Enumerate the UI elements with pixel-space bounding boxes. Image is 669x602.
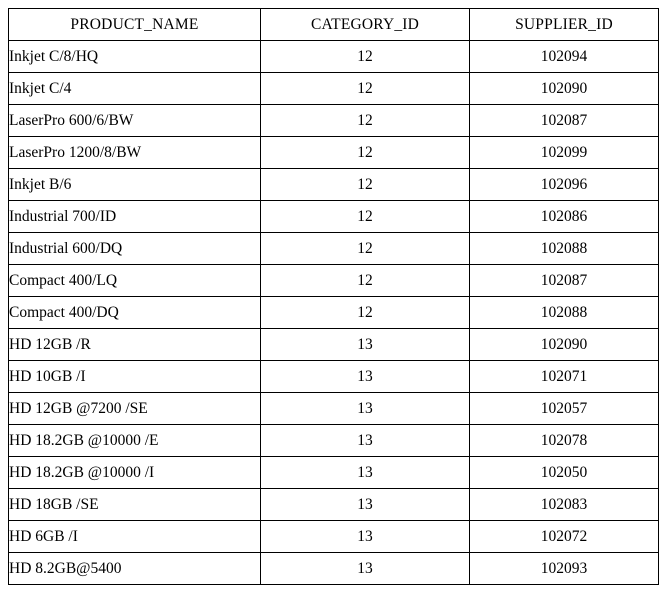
table-container bbox=[8, 8, 658, 585]
cell-supplier-id: 102078 bbox=[470, 425, 659, 457]
cell-category-id: 12 bbox=[261, 201, 470, 233]
cell-product-name: HD 12GB @7200 /SE bbox=[9, 393, 261, 425]
table-row bbox=[9, 41, 659, 73]
product-table bbox=[8, 8, 659, 585]
table-row bbox=[9, 201, 659, 233]
cell-product-name: Compact 400/LQ bbox=[9, 265, 261, 297]
cell-category-id: 13 bbox=[261, 489, 470, 521]
table-row bbox=[9, 553, 659, 585]
table-row bbox=[9, 457, 659, 489]
table-row bbox=[9, 521, 659, 553]
cell-category-id: 12 bbox=[261, 169, 470, 201]
table-row bbox=[9, 233, 659, 265]
cell-product-name: LaserPro 1200/8/BW bbox=[9, 137, 261, 169]
cell-product-name: HD 10GB /I bbox=[9, 361, 261, 393]
table-row bbox=[9, 425, 659, 457]
cell-category-id: 13 bbox=[261, 425, 470, 457]
table-row bbox=[9, 137, 659, 169]
table-header-row bbox=[9, 9, 659, 41]
table-row bbox=[9, 73, 659, 105]
cell-category-id: 12 bbox=[261, 105, 470, 137]
cell-supplier-id: 102083 bbox=[470, 489, 659, 521]
cell-product-name: HD 8.2GB@5400 bbox=[9, 553, 261, 585]
cell-category-id: 13 bbox=[261, 361, 470, 393]
column-header-product-name: PRODUCT_NAME bbox=[9, 9, 261, 41]
cell-category-id: 12 bbox=[261, 137, 470, 169]
cell-supplier-id: 102088 bbox=[470, 233, 659, 265]
table-row bbox=[9, 297, 659, 329]
table-row bbox=[9, 393, 659, 425]
cell-supplier-id: 102096 bbox=[470, 169, 659, 201]
cell-category-id: 12 bbox=[261, 265, 470, 297]
table-row bbox=[9, 169, 659, 201]
cell-category-id: 13 bbox=[261, 329, 470, 361]
cell-supplier-id: 102087 bbox=[470, 105, 659, 137]
cell-supplier-id: 102094 bbox=[470, 41, 659, 73]
cell-category-id: 13 bbox=[261, 553, 470, 585]
column-header-category-id: CATEGORY_ID bbox=[261, 9, 470, 41]
cell-category-id: 12 bbox=[261, 297, 470, 329]
table-row bbox=[9, 265, 659, 297]
cell-product-name: HD 18.2GB @10000 /E bbox=[9, 425, 261, 457]
cell-supplier-id: 102057 bbox=[470, 393, 659, 425]
cell-product-name: Inkjet C/8/HQ bbox=[9, 41, 261, 73]
table-row bbox=[9, 489, 659, 521]
cell-supplier-id: 102090 bbox=[470, 329, 659, 361]
cell-product-name: Industrial 700/ID bbox=[9, 201, 261, 233]
cell-category-id: 13 bbox=[261, 521, 470, 553]
cell-product-name: HD 18.2GB @10000 /I bbox=[9, 457, 261, 489]
cell-supplier-id: 102071 bbox=[470, 361, 659, 393]
cell-supplier-id: 102086 bbox=[470, 201, 659, 233]
cell-category-id: 12 bbox=[261, 233, 470, 265]
table-body bbox=[9, 41, 659, 585]
cell-product-name: Inkjet C/4 bbox=[9, 73, 261, 105]
column-header-supplier-id: SUPPLIER_ID bbox=[470, 9, 659, 41]
cell-supplier-id: 102050 bbox=[470, 457, 659, 489]
table-row bbox=[9, 105, 659, 137]
cell-category-id: 13 bbox=[261, 457, 470, 489]
cell-category-id: 13 bbox=[261, 393, 470, 425]
cell-category-id: 12 bbox=[261, 73, 470, 105]
cell-supplier-id: 102088 bbox=[470, 297, 659, 329]
cell-product-name: HD 6GB /I bbox=[9, 521, 261, 553]
cell-product-name: Inkjet B/6 bbox=[9, 169, 261, 201]
cell-product-name: Industrial 600/DQ bbox=[9, 233, 261, 265]
cell-supplier-id: 102093 bbox=[470, 553, 659, 585]
cell-product-name: HD 18GB /SE bbox=[9, 489, 261, 521]
cell-supplier-id: 102099 bbox=[470, 137, 659, 169]
table-header bbox=[9, 9, 659, 41]
table-row bbox=[9, 361, 659, 393]
cell-product-name: Compact 400/DQ bbox=[9, 297, 261, 329]
cell-supplier-id: 102087 bbox=[470, 265, 659, 297]
cell-product-name: LaserPro 600/6/BW bbox=[9, 105, 261, 137]
cell-supplier-id: 102090 bbox=[470, 73, 659, 105]
cell-supplier-id: 102072 bbox=[470, 521, 659, 553]
cell-product-name: HD 12GB /R bbox=[9, 329, 261, 361]
table-row bbox=[9, 329, 659, 361]
cell-category-id: 12 bbox=[261, 41, 470, 73]
